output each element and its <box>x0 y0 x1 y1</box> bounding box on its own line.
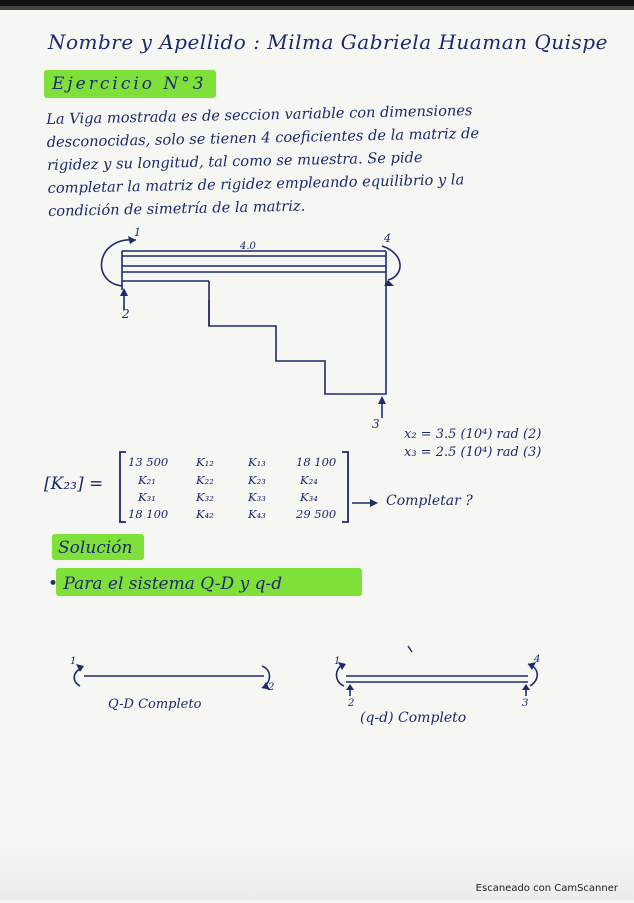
arrow-head-note <box>370 499 378 507</box>
system-qd <box>74 666 269 688</box>
matrix-cell: 29 500 <box>296 507 337 521</box>
matrix-label: [K₂₃] = <box>44 474 104 494</box>
moment-arc-1 <box>101 240 136 286</box>
beam-length-label: 4.0 <box>240 241 256 252</box>
qd-node-1: 1 <box>70 656 77 667</box>
scanner-watermark: Escaneado con CamScanner <box>475 883 618 894</box>
rotation-x3: x₃ = 2.5 (10⁴) rad (3) <box>404 445 542 460</box>
matrix-cell: K₃₁ <box>138 490 156 504</box>
student-name-line: Nombre y Apellido : Milma Gabriela Huaman Quispe <box>48 30 608 54</box>
node-label-3: 3 <box>372 417 380 431</box>
statement-line: La Viga mostrada es de seccion variable con dimensiones <box>46 102 473 128</box>
solution-subtitle: • Para el sistema Q-D y q-d <box>48 574 283 594</box>
node-label-1: 1 <box>134 226 141 239</box>
matrix-right-bracket <box>342 452 348 522</box>
system-qd-small <box>337 664 538 696</box>
pen-mark <box>408 646 412 652</box>
matrix-cell: K₃₃ <box>248 490 266 504</box>
qd-small-caption: (q-d) Completo <box>360 710 467 726</box>
statement-line: desconocidas, solo se tienen 4 coeficientes de la matriz de <box>46 124 480 151</box>
matrix-cell: K₄₃ <box>248 507 266 521</box>
qd-small-node-4: 4 <box>534 654 541 665</box>
matrix-cell: K₄₂ <box>196 507 214 521</box>
matrix-cell: K₂₂ <box>196 473 214 487</box>
statement-line: condición de simetría de la matriz. <box>47 197 306 220</box>
qd-small-node-2: 2 <box>348 698 355 709</box>
matrix-cell: K₃₄ <box>300 490 318 504</box>
matrix-note: Completar ? <box>386 493 473 509</box>
rotation-x2: x₂ = 3.5 (10⁴) rad (2) <box>404 427 542 442</box>
qd-small-arrowhead-2 <box>346 684 354 690</box>
qd-small-node-1: 1 <box>334 656 341 667</box>
matrix-cell: 18 100 <box>296 455 337 469</box>
qd-small-arrowhead-3 <box>522 684 530 690</box>
matrix-cell: 18 100 <box>128 507 169 521</box>
matrix-cell: K₂₃ <box>248 473 266 487</box>
node-label-4: 4 <box>384 232 391 245</box>
matrix-cell: K₁₃ <box>248 455 266 469</box>
exercise-title: Ejercicio N°3 <box>52 74 207 94</box>
solution-title: Solución <box>58 538 133 558</box>
node-label-2: 2 <box>122 307 130 321</box>
matrix-cell: K₃₂ <box>196 490 214 504</box>
qd-node-2: 2 <box>268 682 275 693</box>
matrix-cell: K₁₂ <box>196 455 214 469</box>
matrix-left-bracket <box>120 452 126 522</box>
qd-caption: Q-D Completo <box>108 697 202 712</box>
qd-small-node-3: 3 <box>522 698 529 709</box>
matrix-cell: K₂₄ <box>300 473 318 487</box>
force-arrowhead-3 <box>378 396 386 404</box>
statement-line: completar la matriz de rigidez empleando equilibrio y la <box>47 171 465 197</box>
statement-line: rigidez y su longitud, tal como se muestra. Se pide <box>47 149 423 174</box>
matrix-cell: 13 500 <box>128 455 169 469</box>
matrix-cell: K₂₁ <box>138 473 156 487</box>
